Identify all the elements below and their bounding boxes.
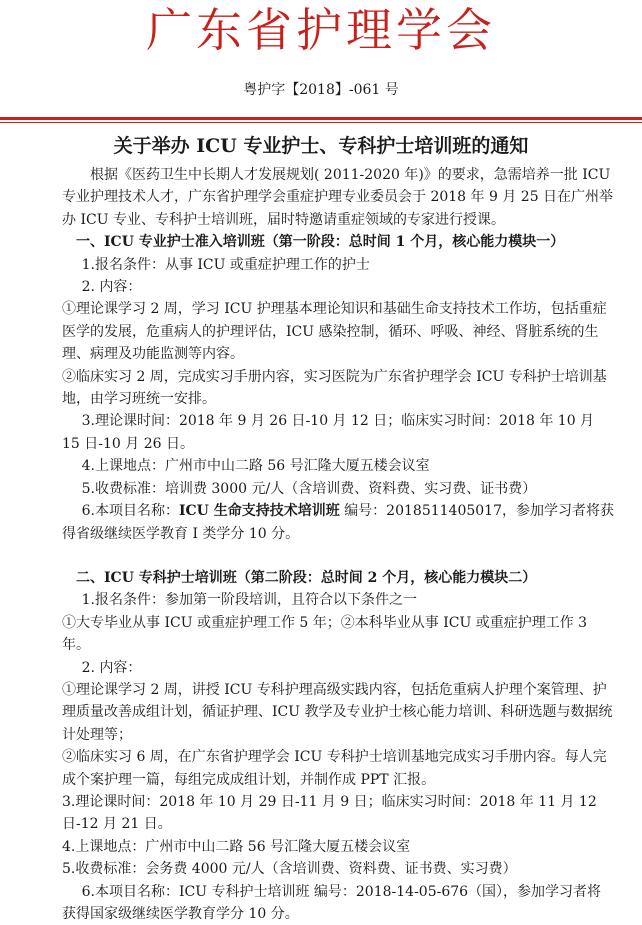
intro-paragraph: 根据《医药卫生中长期人才发展规划( 2011-2020 年)》的要求，急需培养一批 ICU 专业护理技术人才，广东省护理学会重症护理专业委员会于 2018 年 9 月 25 日在广州举办 ICU 专业、专科护士培训班，届时特邀请重症领域的专家进行授课。 — [62, 167, 614, 228]
header-rule-thin — [0, 122, 642, 123]
section2-enroll: 1.报名条件：参加第一阶段培训，且符合以下条件之一 — [81, 592, 417, 609]
document-number: 粤护字【2018】-061 号 — [243, 82, 399, 98]
section1-fee: 5.收费标准：培训费 3000 元/人（含培训费、资料费、实习费、证书费） — [81, 480, 537, 497]
section1-enroll: 1.报名条件：从事 ICU 或重症护理工作的护士 — [81, 256, 370, 273]
organization-title: 广东省护理学会 — [146, 3, 496, 57]
section2-time: 3.理论课时间：2018 年 10 月 29 日-11 月 9 日；临床实习时间：2018 年 11 月 12 日-12 月 21 日。 — [62, 793, 597, 833]
section-gap — [62, 545, 614, 567]
section1-project — [62, 500, 614, 545]
section2-location: 4.上课地点：广州市中山二路 56 号汇隆大厦五楼会议室 — [62, 838, 411, 855]
document-body — [62, 164, 614, 925]
section1-content-item2: ②临床实习 2 周，完成实习手册内容，实习医院为广东省护理学会 ICU 专科护士培训基地，由学习班统一安排。 — [62, 368, 607, 408]
section2-content-item1: ①理论课学习 2 周，讲授 ICU 专科护理高级实践内容，包括危重病人护理个案管理、护理质量改善成组计划，循证护理、ICU 教学及专业护士核心能力培训、科研选题与数据统计处理等； — [62, 681, 613, 743]
section1-location: 4.上课地点：广州市中山二路 56 号汇隆大厦五楼会议室 — [81, 458, 430, 475]
section2-fee: 5.收费标准：会务费 4000 元/人（含培训费、资料费、证书费、实习费） — [62, 861, 517, 878]
section2-content-item2: ②临床实习 6 周，在广东省护理学会 ICU 专科护士培训基地完成实习手册内容。每人完成个案护理一篇，每组完成成组计划，并制作成 PPT 汇报。 — [62, 749, 607, 788]
section1-heading: 一、ICU 专业护士准入培训班（第一阶段：总时间 1 个月，核心能力模块一） — [76, 234, 565, 251]
section1-project-prefix: 6.本项目名称： — [81, 503, 179, 520]
section2-content-label: 2. 内容： — [81, 659, 142, 676]
section1-project-suffix: 编号：2018511405017，参加学习者将获得省级继续医学教育 I 类学分 10 分。 — [62, 503, 614, 542]
section2-enroll-detail: ①大专毕业从事 ICU 或重症护理工作 5 年；②本科毕业从事 ICU 或重症护理工作 3 年。 — [62, 614, 588, 654]
section1-content-label: 2. 内容： — [81, 279, 142, 296]
section1-project-name: ICU 生命支持技术培训班 — [178, 503, 340, 520]
notice-title: 关于举办 ICU 专业护士、专科护士培训班的通知 — [113, 135, 529, 157]
section2-project: 6.本项目名称：ICU 专科护士培训班 编号：2018-14-05-676（国），参加学习者将获得国家级继续医学教育学分 10 分。 — [62, 883, 602, 922]
section2-heading: 二、ICU 专科护士培训班（第二阶段：总时间 2 个月，核心能力模块二） — [76, 569, 537, 586]
section1-content-item1: ①理论课学习 2 周，学习 ICU 护理基本理论知识和基础生命支持技术工作坊，包括重症医学的发展，危重病人的护理评估，ICU 感染控制，循环、呼吸、神经、肾脏系统的生理、病理及功能监测等内容。 — [62, 301, 607, 363]
header-rule-thick — [0, 117, 642, 120]
section1-time: 3.理论课时间：2018 年 9 月 26 日-10 月 12 日；临床实习时间：2018 年 10 月 15 日-10 月 26 日。 — [62, 413, 595, 452]
